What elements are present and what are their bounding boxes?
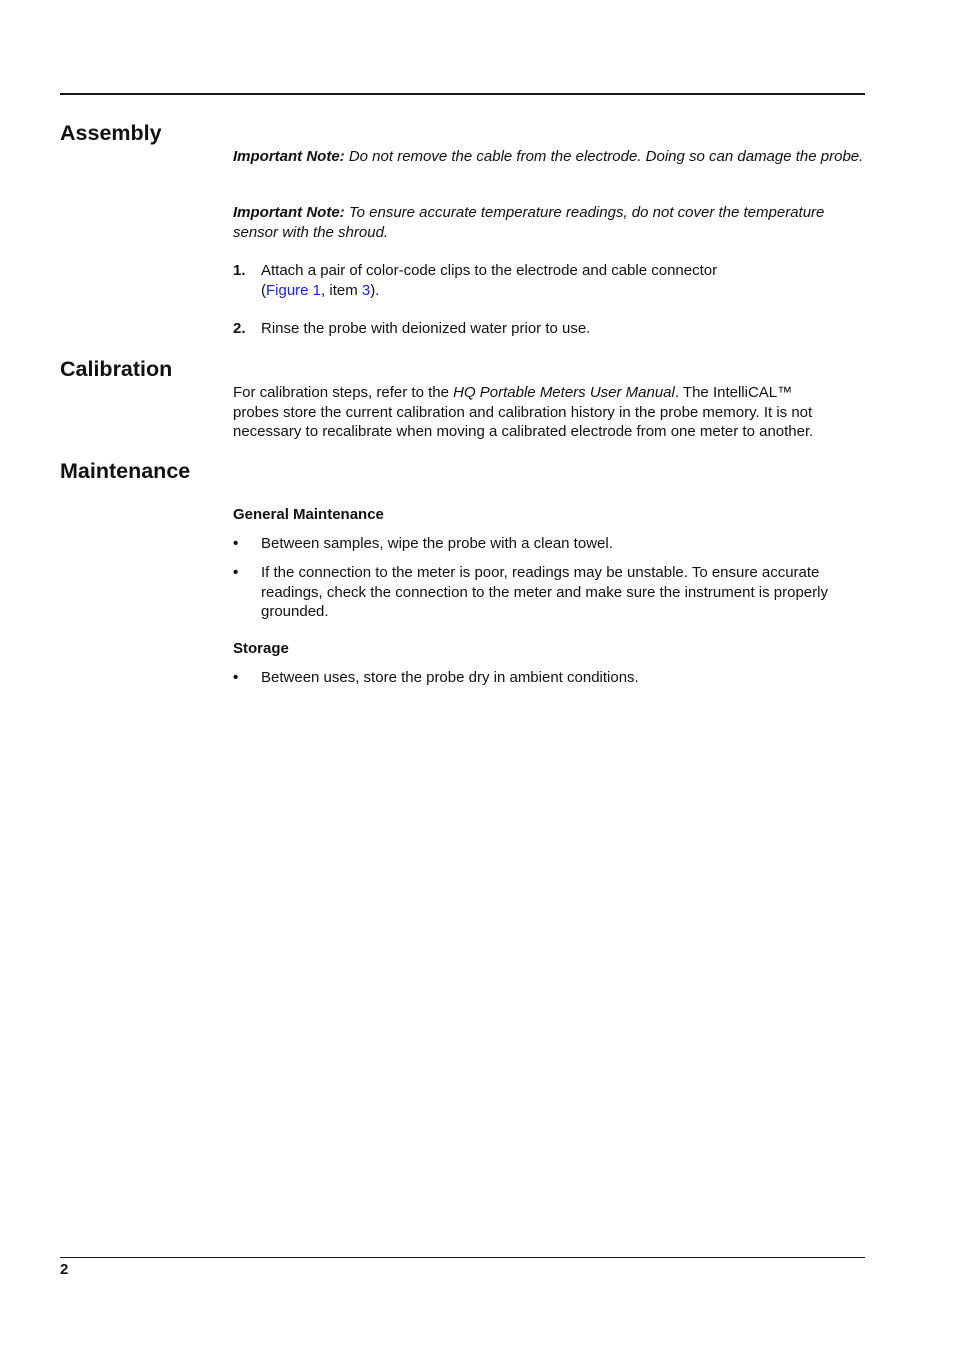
item-3-link[interactable]: 3 <box>361 281 371 299</box>
general-maintenance-heading: General Maintenance <box>233 506 384 523</box>
calibration-heading: Calibration <box>60 357 173 381</box>
bullet-icon: • <box>233 669 239 686</box>
important-note-text: To ensure accurate temperature readings, do not cover the temperature sensor with the shroud. <box>233 204 825 241</box>
page-number: 2 <box>60 1261 69 1278</box>
calibration-text: For calibration steps, refer to the <box>233 384 454 401</box>
step-number: 1. <box>233 262 246 279</box>
storage-heading: Storage <box>233 640 289 657</box>
calibration-paragraph <box>233 383 865 442</box>
figure-1-link[interactable]: Figure 1 <box>266 281 322 299</box>
step-text: Attach a pair of color-code clips to the electrode and cable connector <box>261 262 718 279</box>
manual-title: HQ Portable Meters User Manual <box>453 384 675 401</box>
important-note-label: Important Note: <box>233 204 345 221</box>
important-note-label: Important Note: <box>233 148 345 165</box>
step-text: Rinse the probe with deionized water prior to use. <box>261 320 591 337</box>
header-rule <box>60 93 865 95</box>
calibration-text: necessary to recalibrate when moving a calibrated electrode from one meter to another. <box>233 423 814 440</box>
step-text-between: , item <box>321 281 362 299</box>
calibration-text: . The IntelliCAL™ <box>674 384 793 401</box>
paren: ( <box>261 281 266 299</box>
step-number: 2. <box>233 320 246 337</box>
bullet-icon: • <box>233 564 239 581</box>
paren: ). <box>370 281 380 299</box>
calibration-text: probes store the current calibration and calibration history in the probe memory. It is not <box>233 403 813 421</box>
bullet-text: Between uses, store the probe dry in ambient conditions. <box>261 669 639 686</box>
bullet-icon: • <box>233 535 239 552</box>
important-note-cable <box>233 147 865 167</box>
important-note-temperature <box>233 203 865 242</box>
bullet-text: Between samples, wipe the probe with a clean towel. <box>261 535 613 552</box>
assembly-heading: Assembly <box>60 121 162 145</box>
bullet-text: If the connection to the meter is poor, readings may be unstable. To ensure accurate readings, check the connection to the meter and make sure the instrument is properly grounded. <box>261 564 828 620</box>
important-note-text: Do not remove the cable from the electrode. Doing so can damage the probe. <box>344 148 864 165</box>
maintenance-heading: Maintenance <box>60 459 191 483</box>
footer-rule <box>60 1257 865 1258</box>
